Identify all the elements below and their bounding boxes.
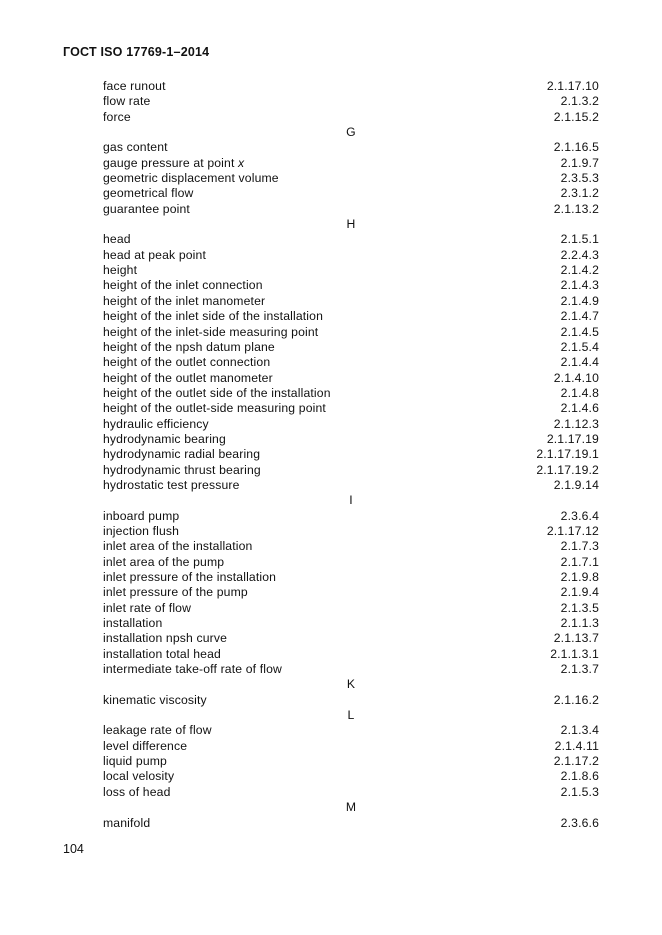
index-reference: 2.1.17.10 bbox=[546, 79, 599, 93]
index-term: inlet pressure of the pump bbox=[103, 585, 248, 600]
page-number: 104 bbox=[63, 842, 84, 856]
index-term: installation total head bbox=[103, 646, 221, 661]
index-reference: 2.1.16.5 bbox=[553, 140, 599, 155]
index-term: height of the outlet side of the installation bbox=[103, 385, 331, 400]
index-entry bbox=[103, 509, 599, 524]
index-term: height bbox=[103, 263, 138, 278]
index-term: hydrodynamic bearing bbox=[103, 431, 226, 446]
index-reference: 2.1.1.3.1 bbox=[550, 646, 599, 661]
index-reference: 2.1.4.9 bbox=[560, 293, 599, 308]
index-term: inboard pump bbox=[103, 508, 180, 523]
index-entry bbox=[103, 171, 599, 186]
index-entry bbox=[103, 340, 599, 355]
index-letter-heading bbox=[103, 677, 599, 692]
index-letter-heading bbox=[103, 125, 599, 140]
index-reference: 2.1.1.3 bbox=[560, 616, 599, 631]
index-entry bbox=[103, 739, 599, 754]
index-entry bbox=[103, 601, 599, 616]
index-reference: 2.1.5.1 bbox=[560, 232, 599, 247]
index-term: local velosity bbox=[103, 769, 175, 784]
index-reference: 2.1.15.2 bbox=[553, 109, 599, 124]
index-term: hydraulic efficiency bbox=[103, 416, 209, 431]
index-term: loss of head bbox=[103, 784, 171, 799]
index-reference: 2.1.4.6 bbox=[560, 401, 599, 416]
letter-label: L bbox=[347, 708, 355, 723]
index-reference: 2.1.5.3 bbox=[560, 784, 599, 799]
index-entry bbox=[103, 156, 599, 171]
index-term: installation bbox=[103, 616, 163, 631]
index-entry bbox=[103, 769, 599, 784]
index-reference: 2.1.4.7 bbox=[560, 309, 599, 324]
letter-label: K bbox=[346, 677, 356, 692]
index-term: geometric displacement volume bbox=[103, 171, 279, 186]
index-entry bbox=[103, 616, 599, 631]
index-entry bbox=[103, 417, 599, 432]
index-reference: 2.1.3.5 bbox=[560, 600, 599, 615]
letter-label: M bbox=[345, 800, 357, 815]
index-term: gauge pressure at point x bbox=[103, 155, 245, 170]
index-reference: 2.1.3.2 bbox=[560, 94, 599, 109]
index-reference: 2.3.1.2 bbox=[560, 186, 599, 201]
index-entry bbox=[103, 524, 599, 539]
document-header: ГОСТ ISO 17769-1–2014 bbox=[63, 45, 210, 59]
letter-label: G bbox=[346, 125, 356, 140]
letter-label: H bbox=[346, 217, 356, 232]
index-term: installation npsh curve bbox=[103, 631, 228, 646]
index-entry bbox=[103, 754, 599, 769]
index-term: height of the inlet connection bbox=[103, 278, 263, 293]
index-term: liquid pump bbox=[103, 754, 167, 769]
index-entry bbox=[103, 723, 599, 738]
index-term: hydrodynamic radial bearing bbox=[103, 447, 261, 462]
index-term: hydrostatic test pressure bbox=[103, 477, 240, 492]
index-entry bbox=[103, 325, 599, 340]
index-term: face runout bbox=[103, 79, 166, 93]
index-reference: 2.1.13.7 bbox=[553, 631, 599, 646]
index-letter-heading bbox=[103, 493, 599, 508]
index-entry bbox=[103, 186, 599, 201]
alphabetical-index bbox=[103, 79, 599, 831]
index-term: height of the inlet side of the installation bbox=[103, 309, 324, 324]
index-entry bbox=[103, 585, 599, 600]
index-reference: 2.1.7.3 bbox=[560, 539, 599, 554]
index-term: height of the outlet-side measuring point bbox=[103, 401, 326, 416]
index-term: head at peak point bbox=[103, 247, 206, 262]
index-reference: 2.1.13.2 bbox=[553, 201, 599, 216]
index-entry bbox=[103, 94, 599, 109]
index-entry bbox=[103, 248, 599, 263]
index-reference: 2.1.17.19.2 bbox=[536, 462, 599, 477]
index-reference: 2.3.5.3 bbox=[560, 171, 599, 186]
index-term: height of the inlet manometer bbox=[103, 293, 266, 308]
index-entry bbox=[103, 371, 599, 386]
index-entry bbox=[103, 110, 599, 125]
index-entry bbox=[103, 555, 599, 570]
index-term: gas content bbox=[103, 140, 168, 155]
index-reference: 2.1.17.19.1 bbox=[536, 447, 599, 462]
index-reference: 2.1.9.8 bbox=[560, 570, 599, 584]
index-reference: 2.1.3.4 bbox=[560, 723, 599, 738]
index-term: head bbox=[103, 232, 131, 247]
index-term: injection flush bbox=[103, 523, 180, 538]
index-reference: 2.3.6.4 bbox=[560, 508, 599, 523]
index-term: hydrodynamic thrust bearing bbox=[103, 462, 261, 477]
index-reference: 2.1.4.10 bbox=[553, 370, 599, 385]
index-term: geometrical flow bbox=[103, 186, 194, 201]
index-term: height of the outlet connection bbox=[103, 355, 271, 370]
index-entry bbox=[103, 662, 599, 677]
index-reference: 2.1.17.12 bbox=[546, 523, 599, 538]
index-term: height of the npsh datum plane bbox=[103, 339, 275, 354]
index-entry bbox=[103, 202, 599, 217]
index-reference: 2.1.3.7 bbox=[560, 662, 599, 677]
index-entry bbox=[103, 309, 599, 324]
index-entry bbox=[103, 478, 599, 493]
index-entry bbox=[103, 432, 599, 447]
index-term: inlet area of the installation bbox=[103, 539, 253, 554]
index-term: inlet area of the pump bbox=[103, 554, 225, 569]
index-entry bbox=[103, 386, 599, 401]
index-term: level difference bbox=[103, 738, 188, 753]
index-reference: 2.1.4.8 bbox=[560, 385, 599, 400]
index-entry bbox=[103, 447, 599, 462]
index-term: leakage rate of flow bbox=[103, 723, 212, 738]
index-entry bbox=[103, 79, 599, 94]
index-entry bbox=[103, 232, 599, 247]
index-entry bbox=[103, 693, 599, 708]
index-entry bbox=[103, 294, 599, 309]
index-reference: 2.1.4.5 bbox=[560, 324, 599, 339]
index-term: height of the inlet-side measuring point bbox=[103, 324, 319, 339]
index-reference: 2.3.6.6 bbox=[560, 815, 599, 830]
index-reference: 2.1.4.4 bbox=[560, 355, 599, 370]
index-entry bbox=[103, 647, 599, 662]
index-letter-heading bbox=[103, 708, 599, 723]
index-term: kinematic viscosity bbox=[103, 692, 207, 707]
index-reference: 2.1.17.19 bbox=[546, 431, 599, 446]
index-entry bbox=[103, 140, 599, 155]
index-reference: 2.1.4.2 bbox=[560, 263, 599, 278]
index-reference: 2.1.4.11 bbox=[554, 738, 599, 753]
index-reference: 2.1.17.2 bbox=[553, 754, 599, 769]
index-reference: 2.1.9.7 bbox=[560, 155, 599, 170]
index-term: force bbox=[103, 109, 131, 124]
index-entry bbox=[103, 570, 599, 585]
index-reference: 2.1.9.14 bbox=[553, 477, 599, 492]
index-letter-heading bbox=[103, 800, 599, 815]
index-reference: 2.1.16.2 bbox=[553, 692, 599, 707]
index-entry bbox=[103, 631, 599, 646]
index-term: inlet pressure of the installation bbox=[103, 570, 277, 584]
index-letter-heading bbox=[103, 217, 599, 232]
index-reference: 2.1.4.3 bbox=[560, 278, 599, 293]
index-reference: 2.2.4.3 bbox=[560, 247, 599, 262]
index-term: flow rate bbox=[103, 94, 151, 109]
index-entry bbox=[103, 539, 599, 554]
index-reference: 2.1.9.4 bbox=[560, 585, 599, 600]
index-term: intermediate take-off rate of flow bbox=[103, 662, 282, 677]
index-entry bbox=[103, 355, 599, 370]
index-term: height of the outlet manometer bbox=[103, 370, 273, 385]
index-reference: 2.1.12.3 bbox=[553, 416, 599, 431]
index-entry bbox=[103, 463, 599, 478]
index-term: guarantee point bbox=[103, 201, 190, 216]
index-entry bbox=[103, 263, 599, 278]
index-reference: 2.1.8.6 bbox=[560, 769, 599, 784]
index-entry bbox=[103, 785, 599, 800]
letter-label: I bbox=[349, 493, 353, 508]
index-term: inlet rate of flow bbox=[103, 600, 192, 615]
index-reference: 2.1.5.4 bbox=[560, 339, 599, 354]
index-entry bbox=[103, 278, 599, 293]
index-entry bbox=[103, 401, 599, 416]
index-reference: 2.1.7.1 bbox=[560, 554, 599, 569]
index-term: manifold bbox=[103, 815, 151, 830]
index-entry bbox=[103, 816, 599, 831]
